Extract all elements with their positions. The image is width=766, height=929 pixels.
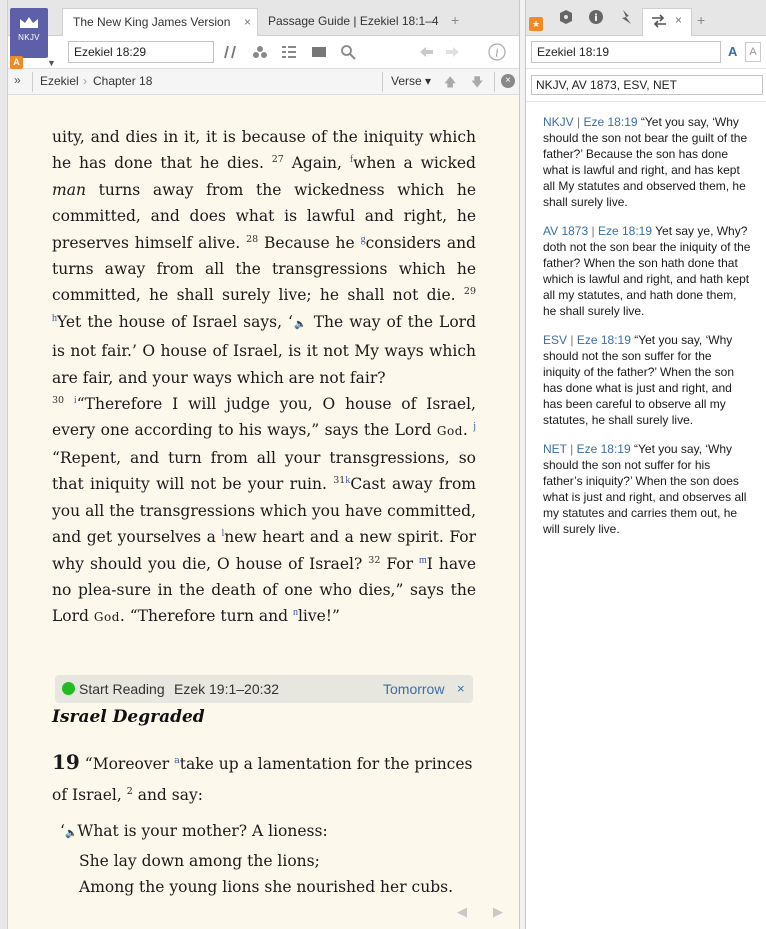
poem-line: ‘🔈What is your mother? A lioness: — [60, 822, 328, 840]
star-icon[interactable]: ★ — [529, 17, 543, 31]
verse-text: The way of the Lord is not fair.’ O house of Israel, is it not My ways which are fair, and your ways which are not fair? — [52, 312, 476, 387]
text-comparison-panel — [525, 0, 766, 929]
add-tab-icon[interactable]: + — [451, 12, 460, 28]
separator: | — [570, 442, 574, 456]
verse-text: turns away from the wickedness which he committed, and does what is lawful and right, he preserves himself alive. — [52, 180, 476, 252]
verse-text: Because he — [264, 233, 355, 252]
verse-text: “Yet you say, ‘Why should the son not bear the guilt of the father?’ Because the son has done what is lawful and right, and has kept all My statutes and observed them, he shall surely live. — [543, 115, 748, 209]
arrow-down-icon[interactable]: 🡇 — [471, 75, 484, 89]
separator: | — [570, 333, 574, 347]
forward-arrow-icon[interactable] — [445, 44, 461, 60]
back-arrow-icon[interactable] — [418, 44, 434, 60]
verse-text: “Therefore I will judge you, O house of Israel, every one according to his ways,” says the Lord — [52, 395, 476, 440]
panel-tabbar — [526, 0, 766, 36]
breadcrumb-chapter[interactable]: Chapter 18 — [93, 74, 153, 88]
verse-text: live!” — [297, 607, 340, 626]
divider — [32, 72, 33, 92]
divine-name: God — [436, 424, 463, 439]
verse-text: Cast away from you all the transgressions which you have committed, and get yourselves a — [52, 475, 476, 547]
search-icon[interactable] — [340, 44, 356, 60]
verse-ref-link[interactable]: Eze 18:19 — [576, 442, 631, 456]
speaker-icon[interactable]: 🔈 — [64, 828, 78, 839]
comparison-entry — [543, 441, 751, 537]
chevron-down-icon[interactable]: ▼ — [47, 58, 56, 68]
lightning-icon[interactable] — [616, 9, 636, 31]
tomorrow-link[interactable]: Tomorrow — [383, 681, 445, 697]
font-larger-button[interactable]: A — [728, 44, 738, 59]
close-icon[interactable]: × — [243, 15, 251, 29]
panel-toolbar — [8, 36, 519, 69]
comparison-entry — [543, 223, 751, 319]
compare-icon — [651, 13, 667, 32]
layout-icon[interactable] — [281, 44, 297, 60]
verse-text: Again, — [291, 154, 342, 173]
verse-ref-link[interactable]: Eze 18:19 — [597, 224, 653, 238]
verse-number[interactable]: 32 — [368, 554, 381, 566]
verse-text: . “Therefore turn and — [119, 607, 289, 626]
italic-word: man — [52, 180, 86, 199]
poem-line: Among the young lions she nourished her cubs. — [79, 878, 453, 897]
close-icon[interactable]: × — [501, 74, 515, 88]
paragraph: $^{30}$ $^i$“Therefore I will judge you, O house of Israel, every one according to his ways,” says the Lord God. $^j$ “Repent, and turn from all your transgressions, so that iniquity will not be your ruin. $^{31k}$Cast away from you all the transgressions which you have committed, and get yourselves a $^l$new heart and a new spirit. For why should you die, O house of Israel? $^{32}$ For $^m$I have no plea-sure in the death of one who dies,” says the Lord God. “Therefore turn and $^n$live!” — [52, 395, 476, 626]
svg-text:i: i — [495, 46, 499, 60]
verse-text: take up a lamentation for the princes of Israel, — [52, 755, 473, 804]
panel-tabbar — [8, 0, 519, 36]
version-link[interactable]: AV 1873 — [543, 224, 589, 238]
comparison-entry — [543, 332, 751, 428]
separator: | — [577, 115, 581, 129]
chapter-number[interactable]: 19 — [52, 750, 80, 774]
reading-plan-ref: Ezek 19:1–20:32 — [174, 681, 280, 697]
verse-text: Yet say ye, Why? doth not the son bear the iniquity of the father? When the son hath done that which is lawful and right, and hath kept all my statutes, and hath done them, he shall surely live. — [543, 224, 751, 318]
status-dot-icon — [62, 682, 75, 695]
footnote-marker[interactable]: k — [345, 475, 351, 487]
section-heading: Israel Degraded — [52, 707, 205, 727]
add-tab-icon[interactable]: + — [697, 12, 706, 28]
divine-name: God — [93, 610, 120, 625]
crown-icon — [19, 16, 39, 30]
verse-text: when a wicked — [353, 154, 476, 173]
versions-input[interactable]: NKJV, AV 1873, ESV, NET — [531, 75, 763, 95]
paragraph — [52, 124, 476, 391]
visual-filter-icon[interactable] — [252, 44, 268, 60]
divider — [382, 72, 383, 92]
verse-text: uity, and dies in it, it is because of the iniquity which he has done that he dies. — [52, 128, 476, 173]
tab-passage-guide-label: Passage Guide | Ezekiel 18:1–4 — [268, 14, 439, 28]
resource-abbr: NKJV — [18, 33, 40, 42]
verse-number[interactable]: 30 — [52, 395, 65, 407]
arrow-up-icon[interactable]: 🡅 — [444, 75, 457, 89]
tab-passage-guide[interactable] — [258, 8, 444, 36]
info-icon[interactable] — [488, 43, 506, 61]
page-next-icon[interactable]: ▶ — [493, 904, 503, 919]
verse-number[interactable]: 27 — [271, 154, 284, 166]
verse-select[interactable]: Verse ▾ — [391, 74, 432, 88]
verse-number[interactable]: 31 — [333, 475, 346, 487]
bible-text — [52, 124, 476, 631]
verse-ref-link[interactable]: Eze 18:19 — [576, 333, 631, 347]
reference-input[interactable]: Ezekiel 18:29 — [68, 41, 214, 63]
verse-text: and say: — [137, 786, 203, 804]
breadcrumb-book[interactable]: Ezekiel — [40, 74, 79, 88]
tab-nkjv-label: The New King James Version — [73, 15, 231, 29]
start-reading-label[interactable]: Start Reading — [79, 681, 165, 697]
version-link[interactable]: NKJV — [543, 115, 574, 129]
footnote-marker[interactable]: i — [73, 395, 77, 407]
reference-input[interactable]: Ezekiel 18:19 — [531, 41, 721, 63]
verse-number[interactable]: 2 — [126, 786, 133, 797]
tab-resource-icon[interactable] — [556, 9, 576, 31]
verse-text: considers and turns away from all the transgressions which he committed, he shall surely live; he shall not die. — [52, 233, 476, 305]
poem-line-text: What is your mother? A lioness: — [77, 822, 328, 840]
poem-line: She lay down among the lions; — [79, 851, 320, 870]
display-icon[interactable] — [311, 44, 327, 60]
resource-cover-icon[interactable] — [10, 8, 48, 58]
verse-text: “Yet you say, ‘Why should not the son suffer for the iniquity of the father?’ When the son has done what is just and right, and has been careful to observe all my statutes, he shall surely live. — [543, 333, 735, 427]
info-icon[interactable] — [586, 9, 606, 31]
footnote-marker[interactable]: h — [52, 312, 57, 324]
verse-text: Yet the house of Israel says, ‘ — [57, 312, 293, 331]
divider — [494, 72, 495, 92]
version-link[interactable]: NET — [543, 442, 567, 456]
tab-nkjv[interactable] — [62, 8, 258, 36]
verse-text: “Yet you say, ‘Why should the son not suffer for his father’s iniquity?’ When the son does what is just and right, and observes all my statutes and carries them out, he will surely live. — [543, 442, 747, 536]
verse-text: new heart and a new spirit. For why should you die, O house of Israel? — [52, 528, 476, 573]
page-prev-icon[interactable]: ◀ — [457, 904, 467, 919]
breadcrumb-separator: › — [83, 74, 87, 88]
verse-number[interactable]: 29 — [463, 286, 476, 298]
footnote-marker[interactable]: j — [473, 421, 476, 433]
font-smaller-button[interactable]: A — [745, 42, 761, 62]
verse-text: I have no plea-sure in the death of one who dies,” says the Lord — [52, 554, 476, 626]
expand-chevron-icon[interactable]: » — [14, 73, 21, 87]
separator: | — [591, 224, 595, 238]
divider — [526, 101, 766, 102]
speaker-icon[interactable]: 🔈 — [292, 318, 308, 330]
close-icon[interactable]: × — [675, 13, 683, 27]
panel-edge — [0, 0, 8, 929]
comparison-entry — [543, 114, 751, 210]
verse-text: “Moreover — [84, 755, 170, 773]
footnote-marker[interactable]: a — [174, 755, 180, 766]
verse-text: For — [386, 554, 413, 573]
comparison-list — [543, 114, 751, 550]
panel-toolbar — [526, 36, 766, 69]
footnote-marker[interactable]: n — [292, 607, 298, 619]
close-icon[interactable]: × — [457, 681, 465, 696]
verse-ref-link[interactable]: Eze 18:19 — [583, 115, 638, 129]
verse-number[interactable]: 28 — [246, 233, 259, 245]
version-link[interactable]: ESV — [543, 333, 568, 347]
footnote-marker[interactable]: g — [360, 233, 366, 245]
chapter-19-text — [52, 747, 476, 811]
parallel-icon[interactable] — [224, 44, 238, 60]
svg-text:i: i — [594, 13, 598, 24]
reading-plan-banner — [55, 675, 473, 703]
verse-text: “Repent, and turn from all your transgressions, so that iniquity will not be your ruin. — [52, 448, 476, 494]
tab-text-comparison[interactable] — [642, 8, 692, 36]
footnote-marker[interactable]: f — [349, 154, 354, 166]
breadcrumb — [8, 69, 519, 95]
resource-badge: A — [10, 56, 23, 69]
poem-lines — [60, 818, 453, 901]
footnote-marker[interactable]: m — [418, 554, 427, 566]
footnote-marker[interactable]: l — [221, 528, 225, 540]
